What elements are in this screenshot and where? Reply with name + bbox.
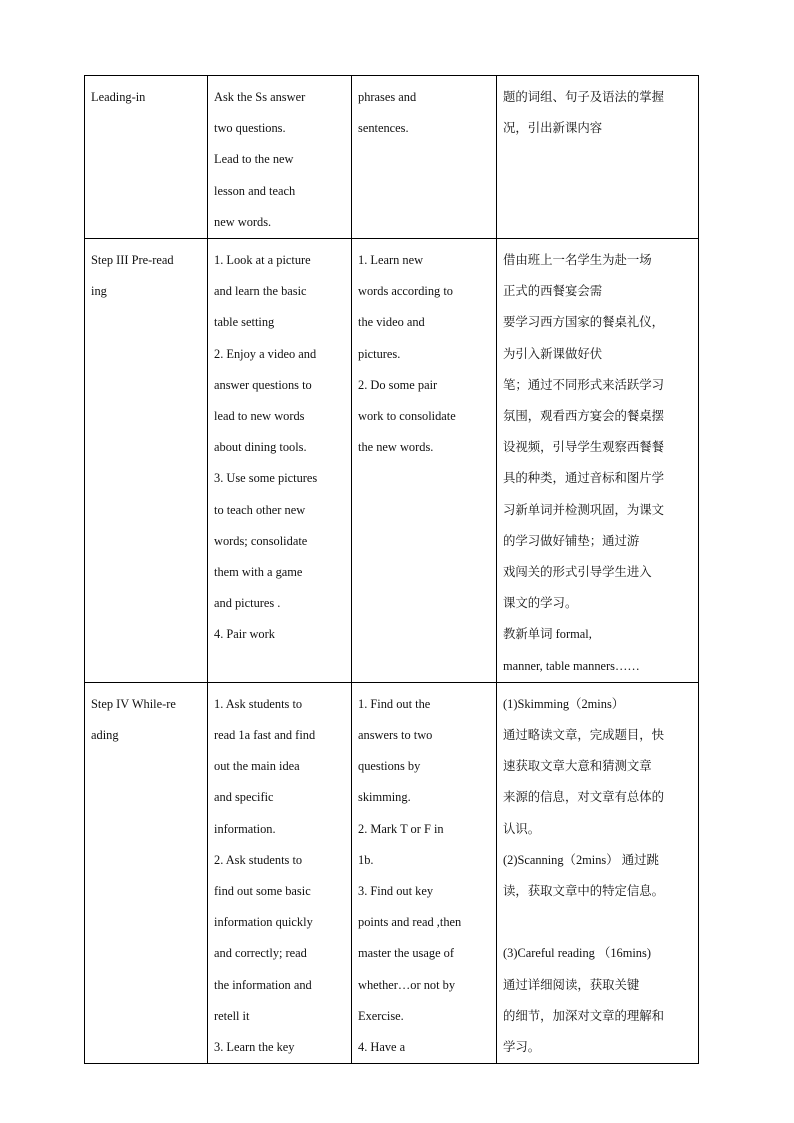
text-line: 课文的学习。 bbox=[503, 596, 578, 611]
text-line: 氛围，观看西方宴会的餐桌摆 bbox=[503, 409, 665, 424]
text-line: new words. bbox=[214, 214, 272, 229]
text-line: whether…or not by bbox=[358, 977, 456, 992]
text-line: 学习。 bbox=[503, 1040, 541, 1055]
text-line: the information and bbox=[214, 977, 312, 992]
text-line: 为引入新课做好伏 bbox=[503, 346, 603, 361]
text-line: 通过详细阅读，获取关键 bbox=[503, 977, 640, 992]
text-line: Leading-in bbox=[91, 90, 146, 104]
text-line: sentences. bbox=[358, 121, 409, 136]
text-line: lesson and teach bbox=[214, 183, 296, 198]
text-line: words according to bbox=[358, 284, 453, 299]
text-line: 2. Ask students to bbox=[214, 852, 303, 867]
table-row bbox=[85, 76, 699, 239]
text-line: 4. Have a bbox=[358, 1040, 406, 1055]
text-line: 3. Use some pictures bbox=[214, 471, 318, 486]
stage-cell bbox=[85, 76, 208, 239]
text-line: ing bbox=[91, 284, 107, 299]
text-line: (3)Careful reading （16mins) bbox=[503, 946, 651, 961]
table-row bbox=[85, 239, 699, 683]
text-line: Ask the Ss answer bbox=[214, 90, 306, 104]
stage-cell bbox=[85, 239, 208, 683]
text-line: (2)Scanning（2mins） 通过跳 bbox=[503, 852, 659, 867]
student-activity-cell bbox=[352, 239, 497, 683]
text-line: them with a game bbox=[214, 565, 303, 580]
text-line: information. bbox=[214, 821, 276, 836]
student-activity-cell bbox=[352, 682, 497, 1063]
lesson-plan-table bbox=[84, 75, 699, 1064]
text-line: Step IV While-re bbox=[91, 696, 176, 711]
text-line: 2. Do some pair bbox=[358, 377, 438, 392]
text-line: 1. Find out the bbox=[358, 696, 431, 711]
text-line: find out some basic bbox=[214, 884, 311, 899]
text-line: (1)Skimming（2mins） bbox=[503, 696, 625, 711]
text-line: the new words. bbox=[358, 440, 434, 455]
text-line: 题的词组、句子及语法的掌握 bbox=[503, 90, 665, 104]
text-line: words; consolidate bbox=[214, 533, 308, 548]
text-line: points and read ,then bbox=[358, 915, 462, 930]
text-line: 1. Learn new bbox=[358, 253, 424, 268]
text-line: 速获取文章大意和猜测文章 bbox=[503, 759, 652, 774]
text-line: and pictures . bbox=[214, 596, 281, 611]
text-line: 2. Mark T or F in bbox=[358, 821, 444, 836]
text-line: questions by bbox=[358, 759, 421, 774]
text-line: 3. Learn the key bbox=[214, 1040, 295, 1055]
text-line: read 1a fast and find bbox=[214, 728, 316, 743]
text-line: 具的种类，通过音标和图片学 bbox=[503, 471, 665, 486]
text-line: 3. Find out key bbox=[358, 884, 434, 899]
text-line: 正式的西餐宴会需 bbox=[503, 284, 603, 299]
text-line: to teach other new bbox=[214, 502, 306, 517]
student-activity-cell bbox=[352, 76, 497, 239]
text-line: answer questions to bbox=[214, 377, 312, 392]
text-line: 设视频，引导学生观察西餐餐 bbox=[503, 440, 665, 455]
text-line: the video and bbox=[358, 315, 425, 330]
text-line bbox=[503, 907, 693, 938]
text-line: and correctly; read bbox=[214, 946, 307, 961]
text-line: retell it bbox=[214, 1008, 250, 1023]
text-line: 来源的信息，对文章有总体的 bbox=[503, 790, 665, 805]
text-line: work to consolidate bbox=[358, 409, 456, 424]
text-line: Lead to the new bbox=[214, 152, 294, 167]
text-line: table setting bbox=[214, 315, 275, 330]
teacher-activity-cell bbox=[208, 76, 352, 239]
text-line: 2. Enjoy a video and bbox=[214, 346, 317, 361]
text-line: 笔；通过不同形式来活跃学习 bbox=[503, 377, 665, 392]
teacher-activity-cell bbox=[208, 682, 352, 1063]
text-line: Exercise. bbox=[358, 1008, 404, 1023]
text-line: out the main idea bbox=[214, 759, 300, 774]
text-line: information quickly bbox=[214, 915, 313, 930]
text-line: master the usage of bbox=[358, 946, 454, 961]
design-purpose-cell bbox=[497, 682, 699, 1063]
text-line: 要学习西方国家的餐桌礼仪， bbox=[503, 315, 665, 330]
text-line: 戏闯关的形式引导学生进入 bbox=[503, 565, 652, 580]
text-line: 的细节，加深对文章的理解和 bbox=[503, 1008, 665, 1023]
text-line: 借由班上一名学生为赴一场 bbox=[503, 253, 652, 268]
text-line: skimming. bbox=[358, 790, 411, 805]
text-line: lead to new words bbox=[214, 409, 305, 424]
table-row bbox=[85, 682, 699, 1063]
text-line: 读，获取文章中的特定信息。 bbox=[503, 884, 665, 899]
text-line: two questions. bbox=[214, 121, 286, 136]
stage-cell bbox=[85, 682, 208, 1063]
text-line: and learn the basic bbox=[214, 284, 307, 299]
text-line: pictures. bbox=[358, 346, 401, 361]
text-line: 教新单词 formal, bbox=[503, 627, 592, 642]
design-purpose-cell bbox=[497, 239, 699, 683]
text-line: 认识。 bbox=[503, 821, 541, 836]
text-line: and specific bbox=[214, 790, 274, 805]
text-line: 况，引出新课内容 bbox=[503, 121, 603, 136]
text-line: ading bbox=[91, 728, 119, 743]
text-line: manner, table manners…… bbox=[503, 658, 640, 673]
text-line: Step III Pre-read bbox=[91, 253, 174, 268]
text-line: answers to two bbox=[358, 728, 433, 743]
text-line: about dining tools. bbox=[214, 440, 307, 455]
text-line: 1b. bbox=[358, 852, 374, 867]
text-line: 的学习做好铺垫；通过游 bbox=[503, 533, 640, 548]
text-line: 习新单词并检测巩固，为课文 bbox=[503, 502, 665, 517]
text-line: 4. Pair work bbox=[214, 627, 275, 642]
text-line: 通过略读文章，完成题目，快 bbox=[503, 728, 665, 743]
text-line: phrases and bbox=[358, 90, 417, 104]
text-line: 1. Ask students to bbox=[214, 696, 303, 711]
design-purpose-cell bbox=[497, 76, 699, 239]
teacher-activity-cell bbox=[208, 239, 352, 683]
text-line: 1. Look at a picture bbox=[214, 253, 311, 268]
